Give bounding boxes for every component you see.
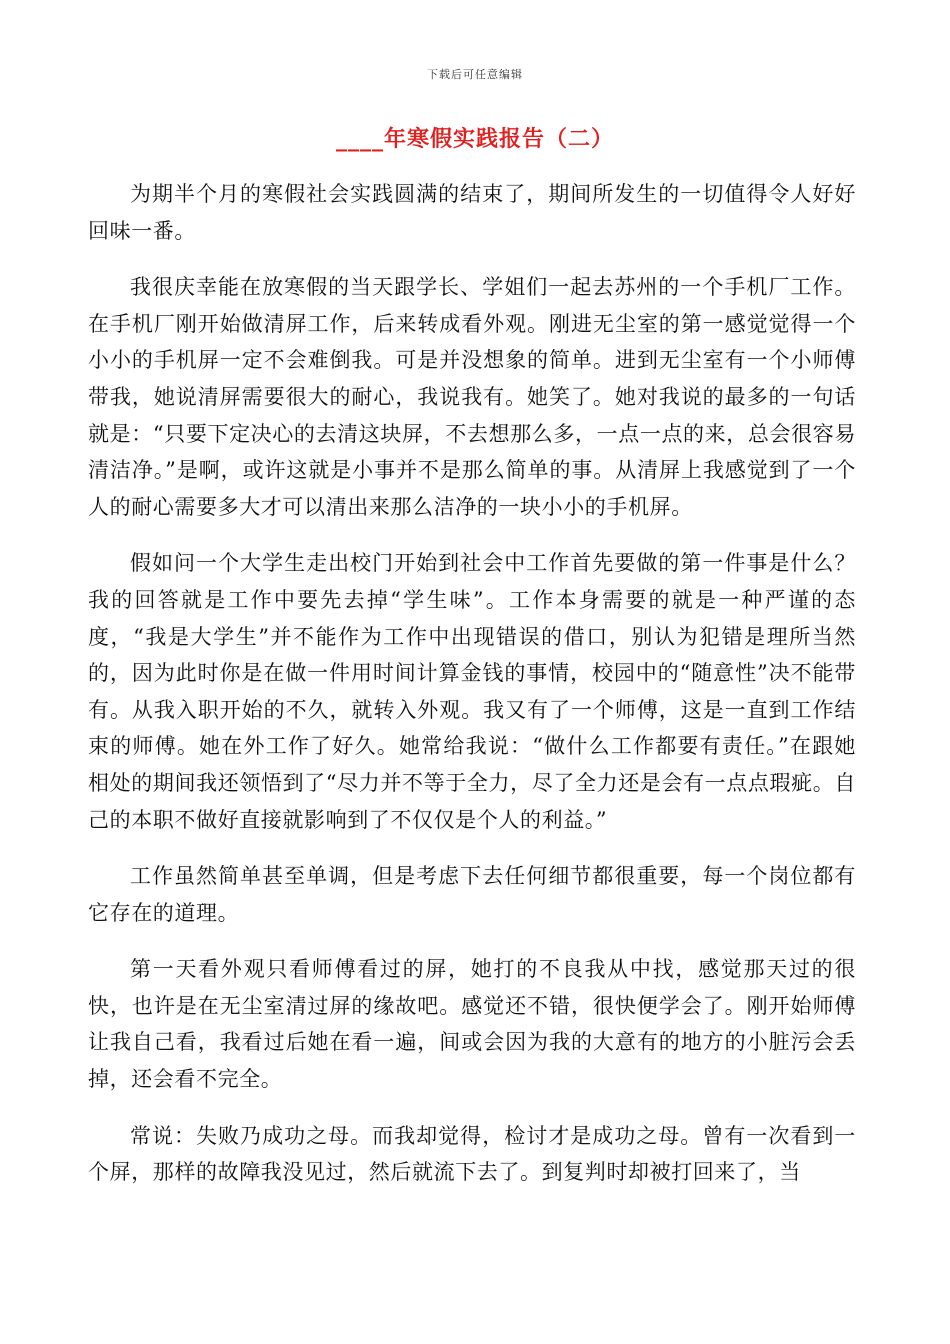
paragraph: 我很庆幸能在放寒假的当天跟学长、学姐们一起去苏州的一个手机厂工作。在手机厂刚开始做清屏工作，后来转成看外观。刚进无尘室的第一感觉觉得一个小小的手机屏一定不会难倒我。可是并没想象的简单。进到无尘室有一个小师傅带我，她说清屏需要很大的耐心，我说我有。她笑了。她对我说的最多的一句话就是：“只要下定决心的去清这块屏，不去想那么多，一点一点的来，总会很容易清洁净。”是啊，或许这就是小事并不是那么简单的事。从清屏上我感觉到了一个人的耐心需要多大才可以清出来那么洁净的一块小小的手机屏。: [88, 275, 856, 519]
paragraph: 第一天看外观只看师傅看过的屏，她打的不良我从中找，感觉那天过的很快，也许是在无尘室清过屏的缘故吧。感觉还不错，很快便学会了。刚开始师傅让我自己看，我看过后她在看一遍，间或会因为我的大意有的地方的小脏污会丢掉，还会看不完全。: [88, 957, 856, 1092]
paragraph: 假如问一个大学生走出校门开始到社会中工作首先要做的第一件事是什么？我的回答就是工作中要先去掉“学生味”。工作本身需要的就是一种严谨的态度，“我是大学生”并不能作为工作中出现错误的借口，别认为犯错是理所当然的，因为此时你是在做一件用时间计算金钱的事情，校园中的“随意性”决不能带有。从我入职开始的不久，就转入外观。我又有了一个师傅，这是一直到工作结束的师傅。她在外工作了好久。她常给我说：“做什么工作都要有责任。”在跟她相处的期间我还领悟到了“尽力并不等于全力，尽了全力还是会有一点点瑕疵。自己的本职不做好直接就影响到了不仅仅是个人的利益。”: [88, 551, 856, 832]
paragraph: 工作虽然简单甚至单调，但是考虑下去任何细节都很重要，每一个岗位都有它存在的道理。: [88, 864, 856, 925]
document-body: [88, 176, 856, 1211]
header-note: 下载后可任意编辑: [427, 68, 523, 81]
paragraph: 常说：失败乃成功之母。而我却觉得，检讨才是成功之母。曾有一次看到一个屏，那样的故障我没见过，然后就流下去了。到复判时却被打回来了，当: [88, 1123, 856, 1185]
page-title: ____年寒假实践报告（二）: [335, 126, 614, 152]
paragraph: 为期半个月的寒假社会实践圆满的结束了，期间所发生的一切值得令人好好回味一番。: [88, 182, 856, 243]
